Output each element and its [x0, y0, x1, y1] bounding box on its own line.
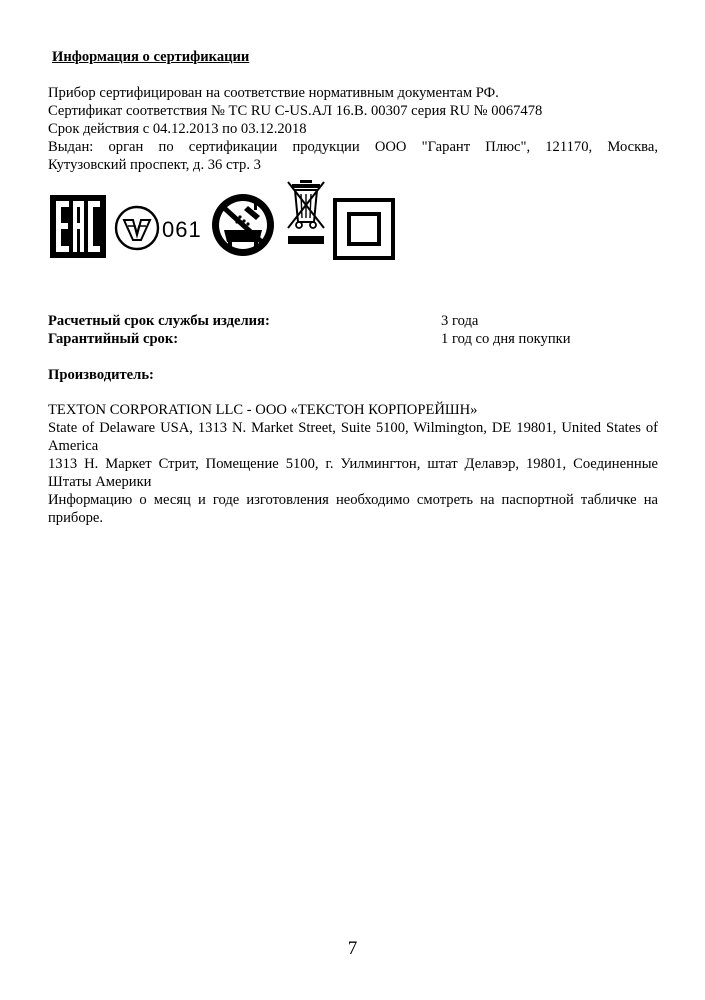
manufacturer-title: Производитель:	[48, 367, 154, 383]
no-bath-water-icon	[210, 192, 276, 258]
rostest-mark-number: 061	[162, 217, 202, 242]
warranty-label: Гарантийный срок:	[48, 331, 179, 347]
crossed-bin-icon	[286, 178, 326, 246]
warranty-value: 1 год со дня покупки	[441, 331, 571, 347]
service-life-row	[48, 312, 658, 330]
issuer-line: Выдан: орган по сертификации продукции ООО "Гарант Плюс", 121170, Москва,	[48, 139, 658, 155]
manufacturer-address-en: State of Delaware USA, 1313 N. Market Street, Suite 5100, Wilmington, DE 19801, United States of America	[48, 420, 658, 454]
manufacturer-body	[48, 401, 658, 527]
page-number: 7	[347, 938, 358, 959]
manufacturer-name: TEXTON CORPORATION LLC - ООО «ТЕКСТОН КОРПОРЕЙШН»	[48, 402, 478, 418]
production-date-info: Информацию о месяц и годе изготовления необходимо смотреть на паспортной табличке на приборе.	[48, 492, 658, 526]
certification-line-1: Прибор сертифицирован на соответствие нормативным документам РФ.	[48, 85, 499, 101]
service-life-label: Расчетный срок службы изделия:	[48, 313, 270, 329]
certification-text	[48, 84, 658, 174]
validity-period-line: Срок действия с 04.12.2013 по 03.12.2018	[48, 121, 307, 137]
certification-section	[48, 40, 658, 174]
manufacturer-section	[48, 366, 658, 527]
manufacturer-address-ru: 1313 Н. Маркет Стрит, Помещение 5100, г. Уилмингтон, штат Делавэр, 19801, Соединенные Штаты Америки	[48, 456, 658, 490]
certification-heading: Информация о сертификации	[52, 49, 250, 65]
service-life-value: 3 года	[441, 313, 479, 329]
eac-mark-icon	[50, 195, 106, 258]
certification-marks	[48, 178, 408, 264]
issuer-address-line: Кутузовский проспект, д. 36 стр. 3	[48, 157, 261, 173]
rostest-mark-icon	[114, 205, 160, 251]
certificate-number-line: Сертификат соответствия № TC RU C-US.АЛ 16.В. 00307 серия RU № 0067478	[48, 103, 543, 119]
service-terms	[48, 312, 658, 348]
warranty-row	[48, 330, 658, 348]
double-insulation-icon	[333, 198, 395, 260]
